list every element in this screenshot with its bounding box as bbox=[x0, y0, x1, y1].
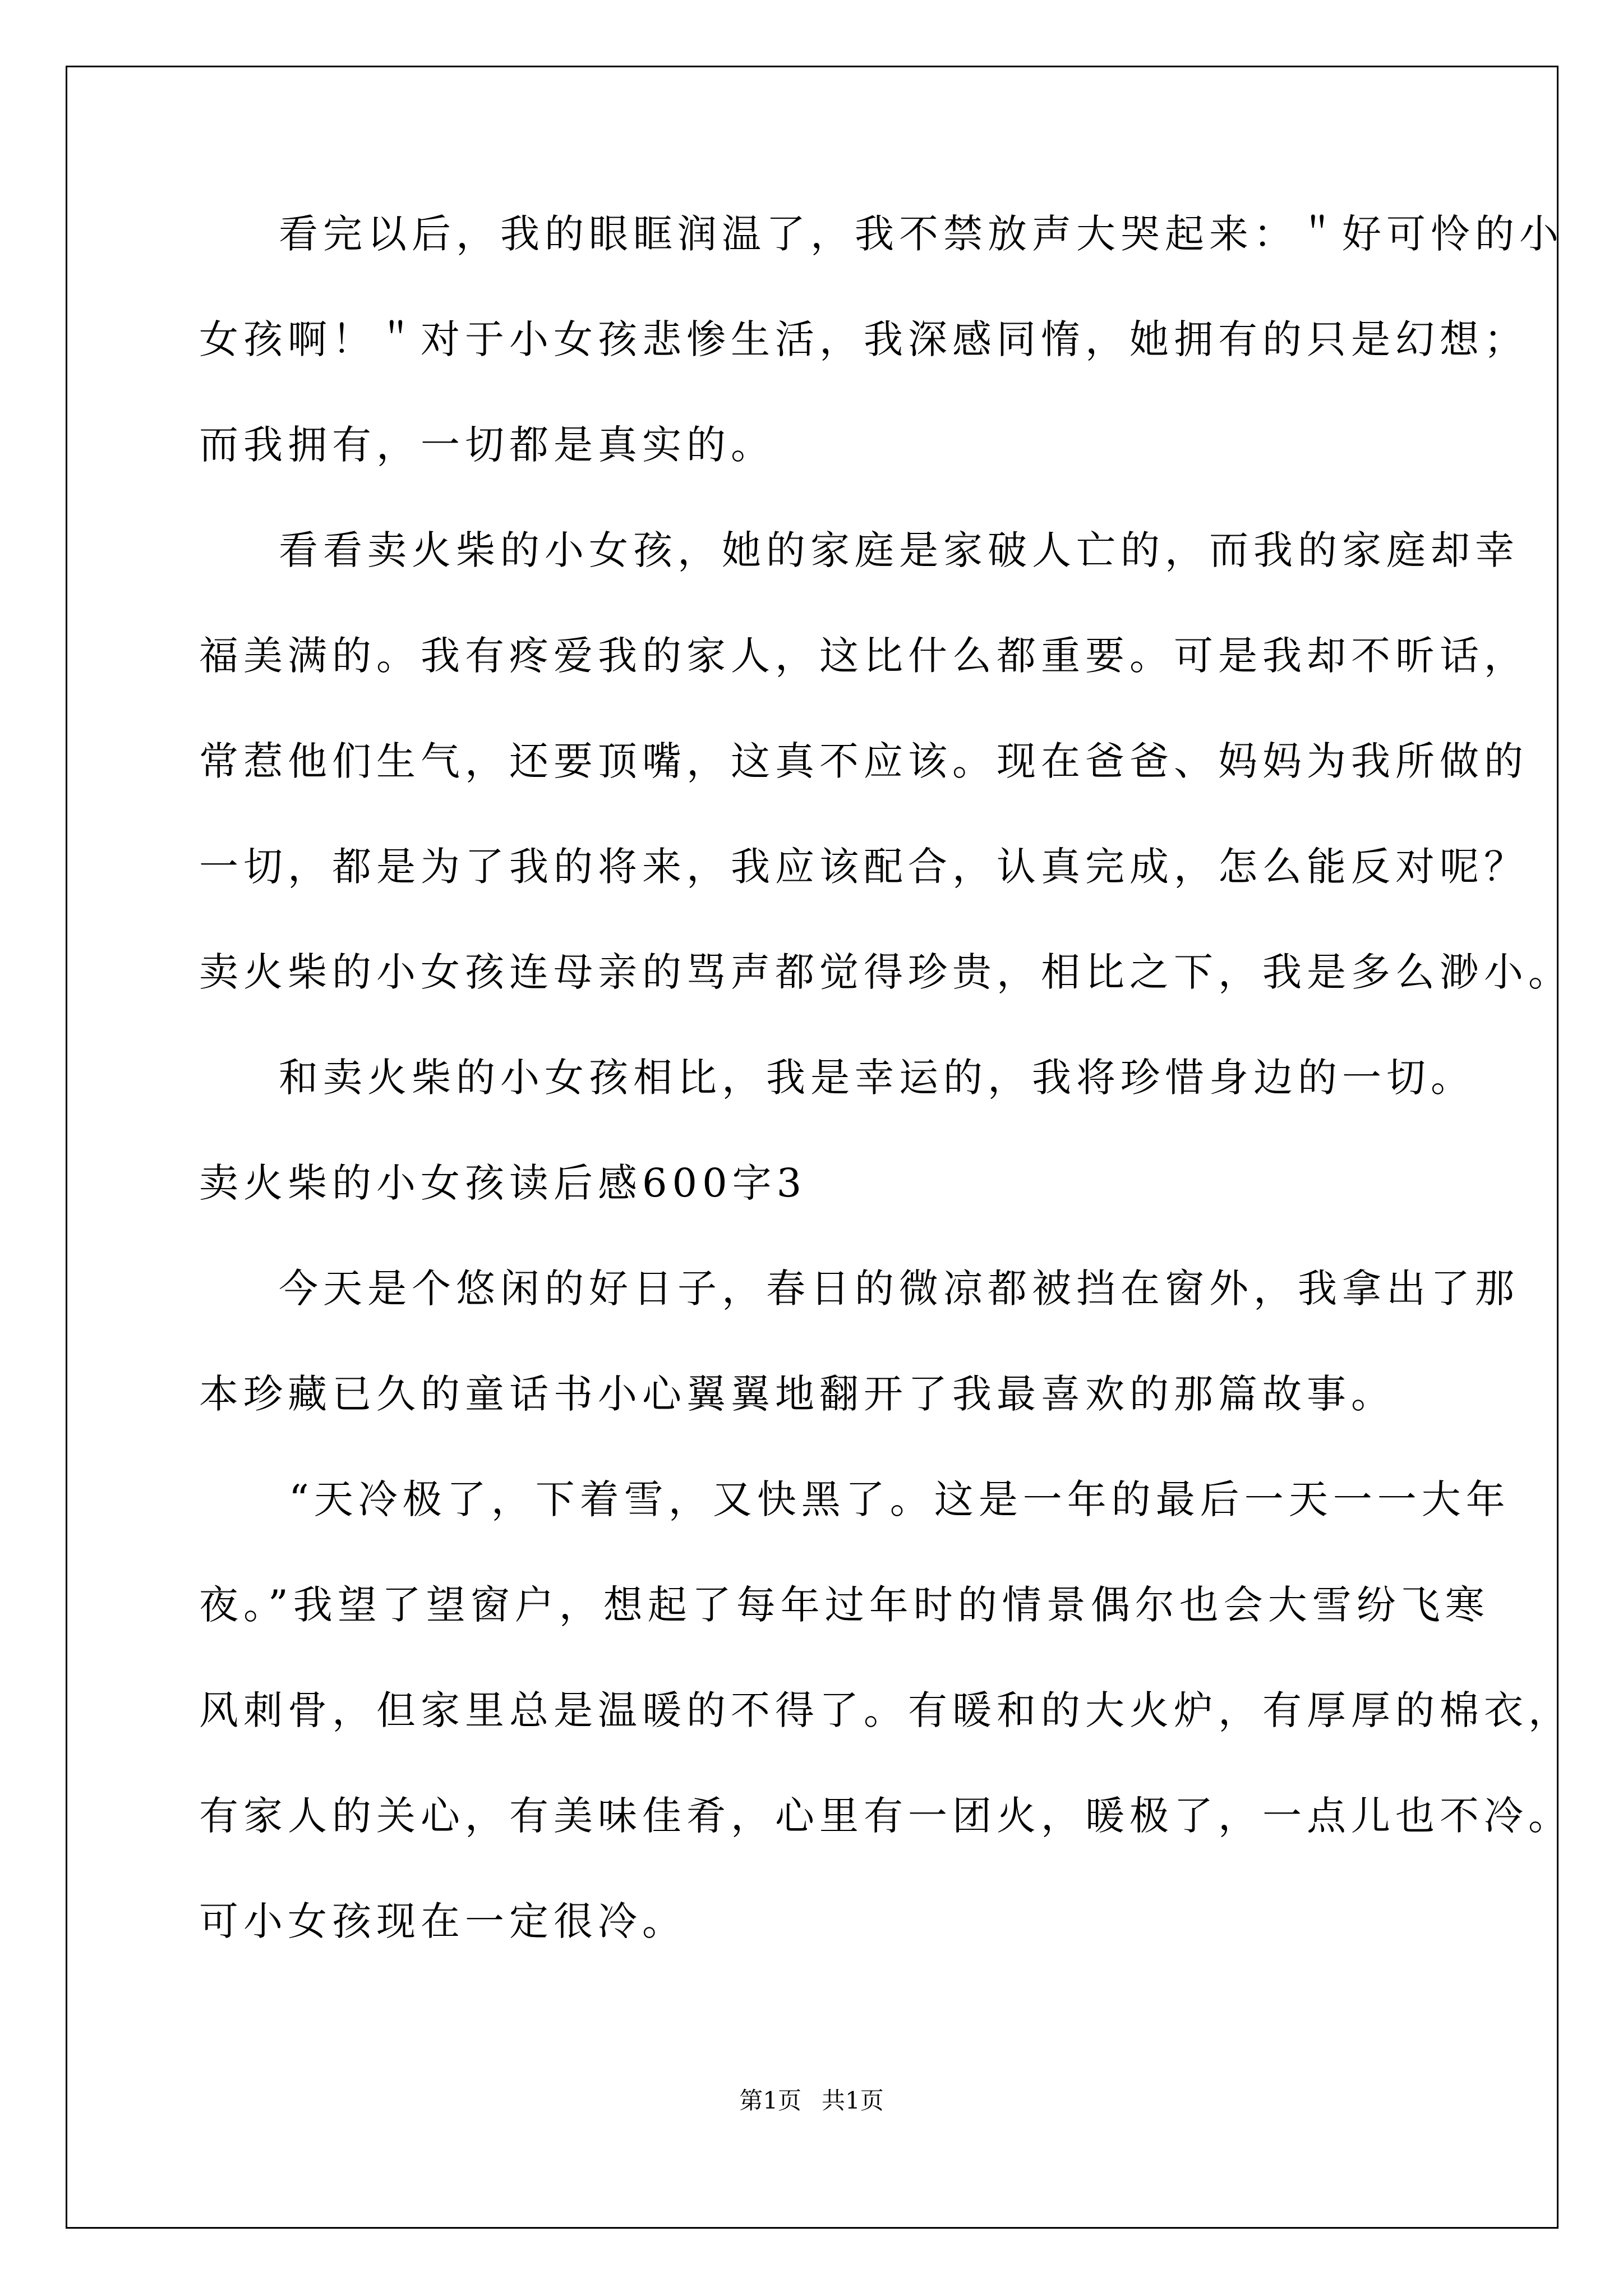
text-line: 夜。”我望了望窗户，想起了每年过年时的情景偶尔也会大雪纷飞寒 bbox=[199, 1582, 1490, 1628]
text-line: 看完以后，我的眼眶润温了，我不禁放声大哭起来：＂好可怜的小 bbox=[279, 211, 1564, 257]
page-number: 第1页 bbox=[739, 2087, 801, 2114]
page-footer bbox=[0, 2087, 1623, 2115]
text-line: 而我拥有，一切都是真实的。 bbox=[199, 422, 775, 468]
text-line: 一切，都是为了我的将来，我应该配合，认真完成，怎么能反对呢？ bbox=[199, 844, 1528, 890]
text-line: 福美满的。我有疼爱我的家人，这比什么都重要。可是我却不昕话， bbox=[199, 633, 1528, 679]
text-line: 可小女孩现在一定很冷。 bbox=[199, 1898, 686, 1944]
text-line: 女孩啊！＂对于小女孩悲惨生活，我深感同惰，她拥有的只是幻想； bbox=[199, 316, 1528, 362]
text-line: 和卖火柴的小女孩相比，我是幸运的，我将珍惜身边的一切。 bbox=[279, 1055, 1475, 1101]
text-line: 看看卖火柴的小女孩，她的家庭是家破人亡的，而我的家庭却幸 bbox=[279, 527, 1519, 573]
text-line: 风刺骨，但家里总是温暖的不得了。有暖和的大火炉，有厚厚的棉衣， bbox=[199, 1687, 1573, 1733]
text-line: 本珍藏已久的童话书小心翼翼地翻开了我最喜欢的那篇故事。 bbox=[199, 1371, 1395, 1417]
section-heading: 卖火柴的小女孩读后感600字3 bbox=[199, 1160, 807, 1206]
text-line: 今天是个悠闲的好日子，春日的微凉都被挡在窗外，我拿出了那 bbox=[279, 1266, 1519, 1312]
page-total: 共1页 bbox=[822, 2087, 884, 2114]
text-line: 有家人的关心，有美味佳肴，心里有一团火，暖极了，一点儿也不冷。 bbox=[199, 1793, 1573, 1839]
text-line: “天冷极了，下着雪，又快黑了。这是一年的最后一天一一大年 bbox=[289, 1476, 1510, 1522]
text-line: 卖火柴的小女孩连母亲的骂声都觉得珍贵，相比之下，我是多么渺小。 bbox=[199, 949, 1573, 995]
text-line: 常惹他们生气，还要顶嘴，这真不应该。现在爸爸、妈妈为我所做的 bbox=[199, 738, 1528, 784]
